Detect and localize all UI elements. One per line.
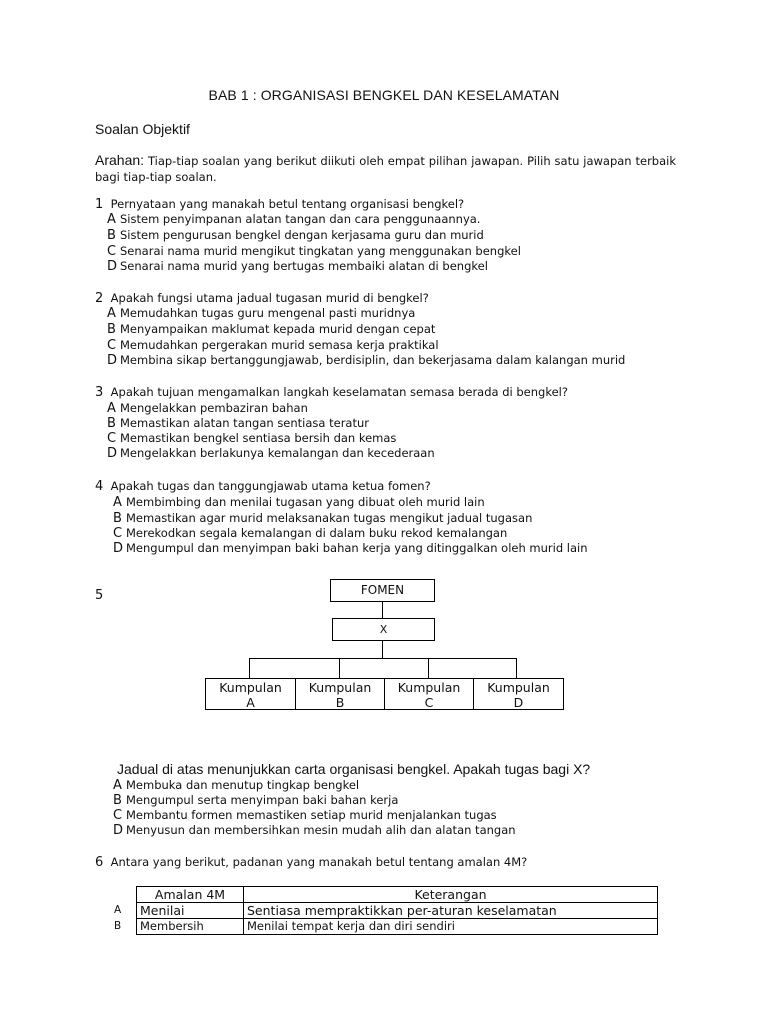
option-2a: A Memudahkan tugas guru mengenal pasti muridnya	[107, 306, 416, 321]
table-header: Amalan 4M	[137, 887, 244, 903]
table-cell: Menilai	[137, 903, 244, 919]
option-1a: A Sistem penyimpanan alatan tangan dan cara penggunaannya.	[107, 212, 481, 227]
table-cell: Menilai tempat kerja dan diri sendiri	[244, 919, 658, 935]
section-heading: Soalan Objektif	[95, 121, 190, 137]
org-chart-x-label: X	[379, 623, 388, 636]
question-5-number: 5	[95, 588, 104, 603]
org-chart-group-c: Kumpulan C	[384, 679, 473, 709]
question-4	[95, 479, 431, 494]
org-chart-group-d: Kumpulan D	[473, 679, 563, 709]
org-chart-group-row	[205, 678, 564, 710]
question-1	[95, 197, 464, 212]
question-number: 3	[95, 385, 104, 400]
table-row-label-b: B	[114, 920, 122, 932]
page-title: BAB 1 : ORGANISASI BENGKEL DAN KESELAMATAN	[208, 87, 560, 103]
option-2d: D Membina sikap bertanggungjawab, berdisiplin, dan bekerjasama dalam kalangan murid	[107, 353, 626, 368]
question-number: 2	[95, 291, 104, 306]
question-text: Apakah tugas dan tanggungjawab utama ketua fomen?	[110, 479, 431, 493]
org-chart-connector	[382, 641, 383, 658]
instructions	[95, 152, 676, 185]
option-5d: D Menyusun dan membersihkan mesin mudah alih dan alatan tangan	[113, 823, 516, 838]
option-4a: A Membimbing dan menilai tugasan yang dibuat oleh murid lain	[113, 495, 485, 510]
option-5b: B Mengumpul serta menyimpan baki bahan kerja	[113, 793, 399, 808]
table-row	[137, 903, 658, 919]
org-chart-fomen-box	[330, 579, 435, 602]
question-3	[95, 385, 568, 400]
option-3b: B Memastikan alatan tangan sentiasa teratur	[107, 416, 370, 431]
question-text: Pernyataan yang manakah betul tentang organisasi bengkel?	[110, 197, 465, 211]
table-header: Keterangan	[244, 887, 658, 903]
option-4c: C Merekodkan segala kemalangan di dalam buku rekod kemalangan	[113, 526, 508, 541]
org-chart-fomen-label: FOMEN	[360, 583, 405, 597]
org-chart-branch-line	[249, 658, 516, 659]
option-1d: D Senarai nama murid yang bertugas membaiki alatan di bengkel	[107, 259, 488, 274]
question-5-text: Jadual di atas menunjukkan carta organisasi bengkel. Apakah tugas bagi X?	[117, 761, 591, 777]
option-3d: D Mengelakkan berlakunya kemalangan dan kecederaan	[107, 446, 435, 461]
option-5c: C Membantu formen memastiken setiap murid menjalankan tugas	[113, 808, 497, 823]
instructions-text: Tiap-tiap soalan yang berikut diikuti oleh empat pilihan jawapan. Pilih satu jawapan terbaik bagi tiap-tiap soalan.	[95, 154, 676, 184]
instructions-lead: Arahan:	[95, 152, 145, 168]
org-chart-connector	[428, 658, 429, 678]
org-chart-connector	[249, 658, 250, 678]
org-chart-group-a: Kumpulan A	[219, 680, 282, 710]
question-number: 1	[95, 197, 104, 212]
option-1c: C Senarai nama murid mengikut tingkatan yang menggunakan bengkel	[107, 244, 521, 259]
table-row	[137, 919, 658, 935]
table-cell: Membersih	[137, 919, 244, 935]
question-6	[95, 855, 527, 870]
org-chart-x-box	[332, 618, 435, 641]
org-chart-group-b: Kumpulan B	[295, 679, 384, 709]
table-cell: Sentiasa mempraktikkan per-aturan keselamatan	[244, 903, 658, 919]
org-chart-connector	[382, 602, 383, 618]
option-3a: A Mengelakkan pembaziran bahan	[107, 401, 308, 416]
question-text: Apakah fungsi utama jadual tugasan murid di bengkel?	[110, 291, 429, 305]
option-2c: C Memudahkan pergerakan murid semasa kerja praktikal	[107, 338, 439, 353]
amalan-4m-table	[136, 886, 658, 935]
question-text: Apakah tujuan mengamalkan langkah keselamatan semasa berada di bengkel?	[110, 385, 568, 399]
org-chart-connector	[339, 658, 340, 678]
question-text: Antara yang berikut, padanan yang manakah betul tentang amalan 4M?	[110, 855, 528, 869]
question-2	[95, 291, 429, 306]
question-number: 6	[95, 855, 104, 870]
option-5a: A Membuka dan menutup tingkap bengkel	[113, 778, 360, 793]
option-4b: B Memastikan agar murid melaksanakan tugas mengikut jadual tugasan	[113, 511, 533, 526]
table-header-row	[137, 887, 658, 903]
option-1b: B Sistem pengurusan bengkel dengan kerjasama guru dan murid	[107, 228, 484, 243]
option-2b: B Menyampaikan maklumat kepada murid dengan cepat	[107, 322, 436, 337]
org-chart-connector	[516, 658, 517, 678]
option-3c: C Memastikan bengkel sentiasa bersih dan kemas	[107, 431, 397, 446]
option-4d: D Mengumpul dan menyimpan baki bahan kerja yang ditinggalkan oleh murid lain	[113, 541, 588, 556]
table-row-label-a: A	[114, 904, 122, 916]
question-number: 4	[95, 479, 104, 494]
